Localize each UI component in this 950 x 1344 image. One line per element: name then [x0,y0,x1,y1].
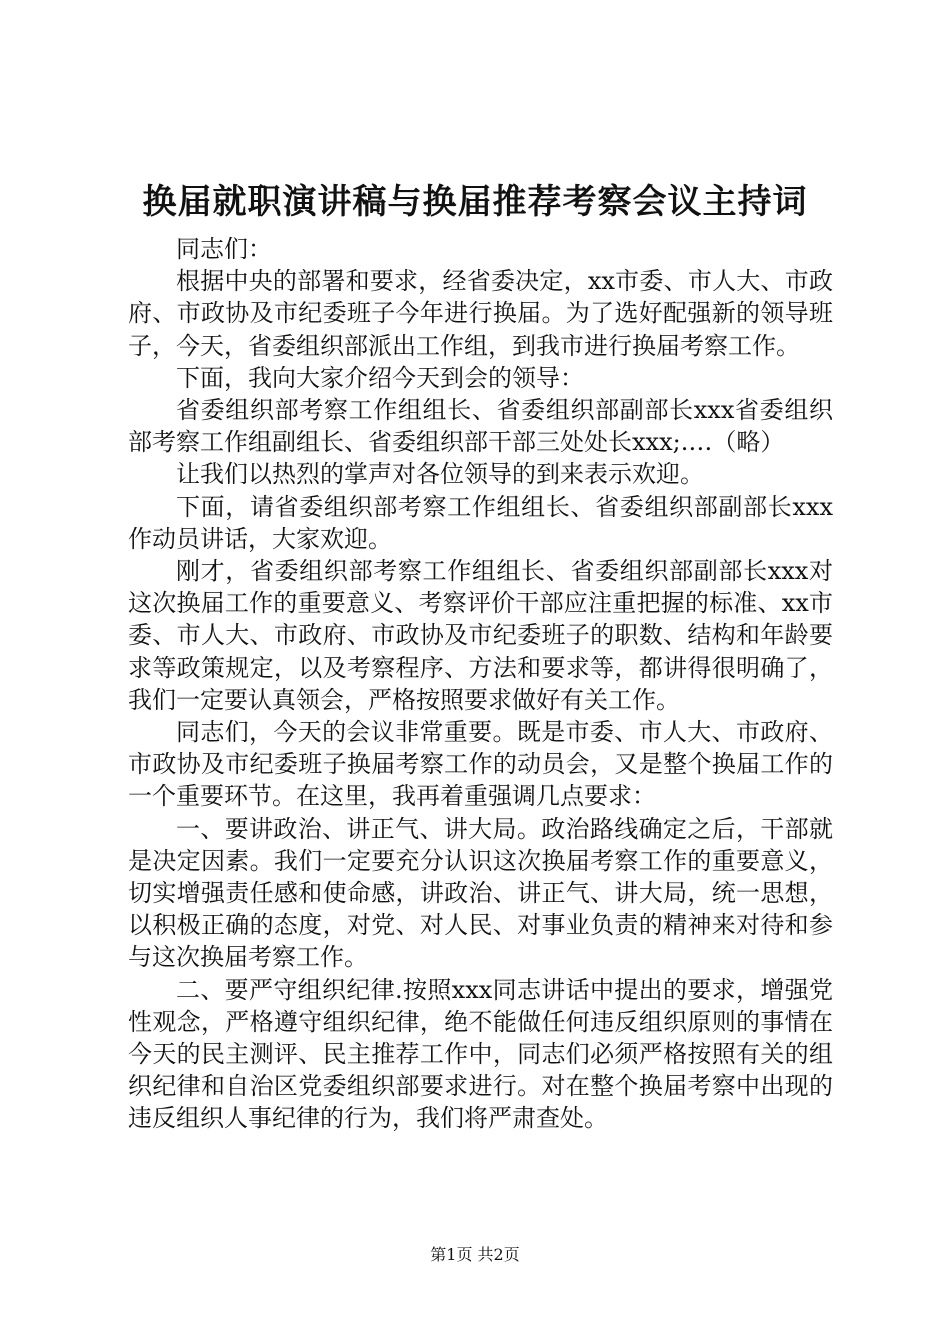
paragraph: 刚才，省委组织部考察工作组组长、省委组织部副部长xxx对这次换届工作的重要意义、考察评价干部应注重把握的标准、xx市委、市人大、市政府、市政协及市纪委班子的职数、结构和年龄要求等政策规定，以及考察程序、方法和要求等，都讲得很明确了，我们一定要认真领会，严格按照要求做好有关工作。 [128,557,833,714]
paragraph: 让我们以热烈的掌声对各位领导的到来表示欢迎。 [176,460,704,489]
document-title: 换届就职演讲稿与换届推荐考察会议主持词 [142,182,808,222]
paragraph: 同志们： [176,235,272,263]
document-body [128,233,833,1135]
paragraph: 同志们，今天的会议非常重要。既是市委、市人大、市政府、市政协及市纪委班子换届考察工作的动员会，又是整个换届工作的一个重要环节。在这里，我再着重强调几点要求： [128,718,833,811]
paragraph: 下面，我向大家介绍今天到会的领导： [176,363,584,392]
paragraph: 下面，请省委组织部考察工作组组长、省委组织部副部长xxx作动员讲话，大家欢迎。 [128,492,833,553]
paragraph: 二、要严守组织纪律.按照xxx同志讲话中提出的要求，增强党性观念，严格遵守组织纪律，绝不能做任何违反组织原则的事情在今天的民主测评、民主推荐工作中，同志们必须严格按照有关的组织纪律和自治区党委组织部要求进行。对在整个换届考察中出现的违反组织人事纪律的行为，我们将严肃查处。 [128,975,833,1133]
paragraph: 省委组织部考察工作组组长、省委组织部副部长xxx省委组织部考察工作组副组长、省委组织部干部三处处长xxx;.…（略） [128,396,833,457]
page-footer: 第1页 共2页 [430,1245,520,1264]
paragraph: 根据中央的部署和要求，经省委决定，xx市委、市人大、市政府、市政协及市纪委班子今年进行换届。为了选好配强新的领导班子，今天，省委组织部派出工作组，到我市进行换届考察工作。 [128,267,833,360]
paragraph: 一、要讲政治、讲正气、讲大局。政治路线确定之后，干部就是决定因素。我们一定要充分认识这次换届考察工作的重要意义，切实增强责任感和使命感，讲政治、讲正气、讲大局，统一思想，以积极正确的态度，对党、对人民、对事业负责的精神来对待和参与这次换届考察工作。 [128,814,833,972]
